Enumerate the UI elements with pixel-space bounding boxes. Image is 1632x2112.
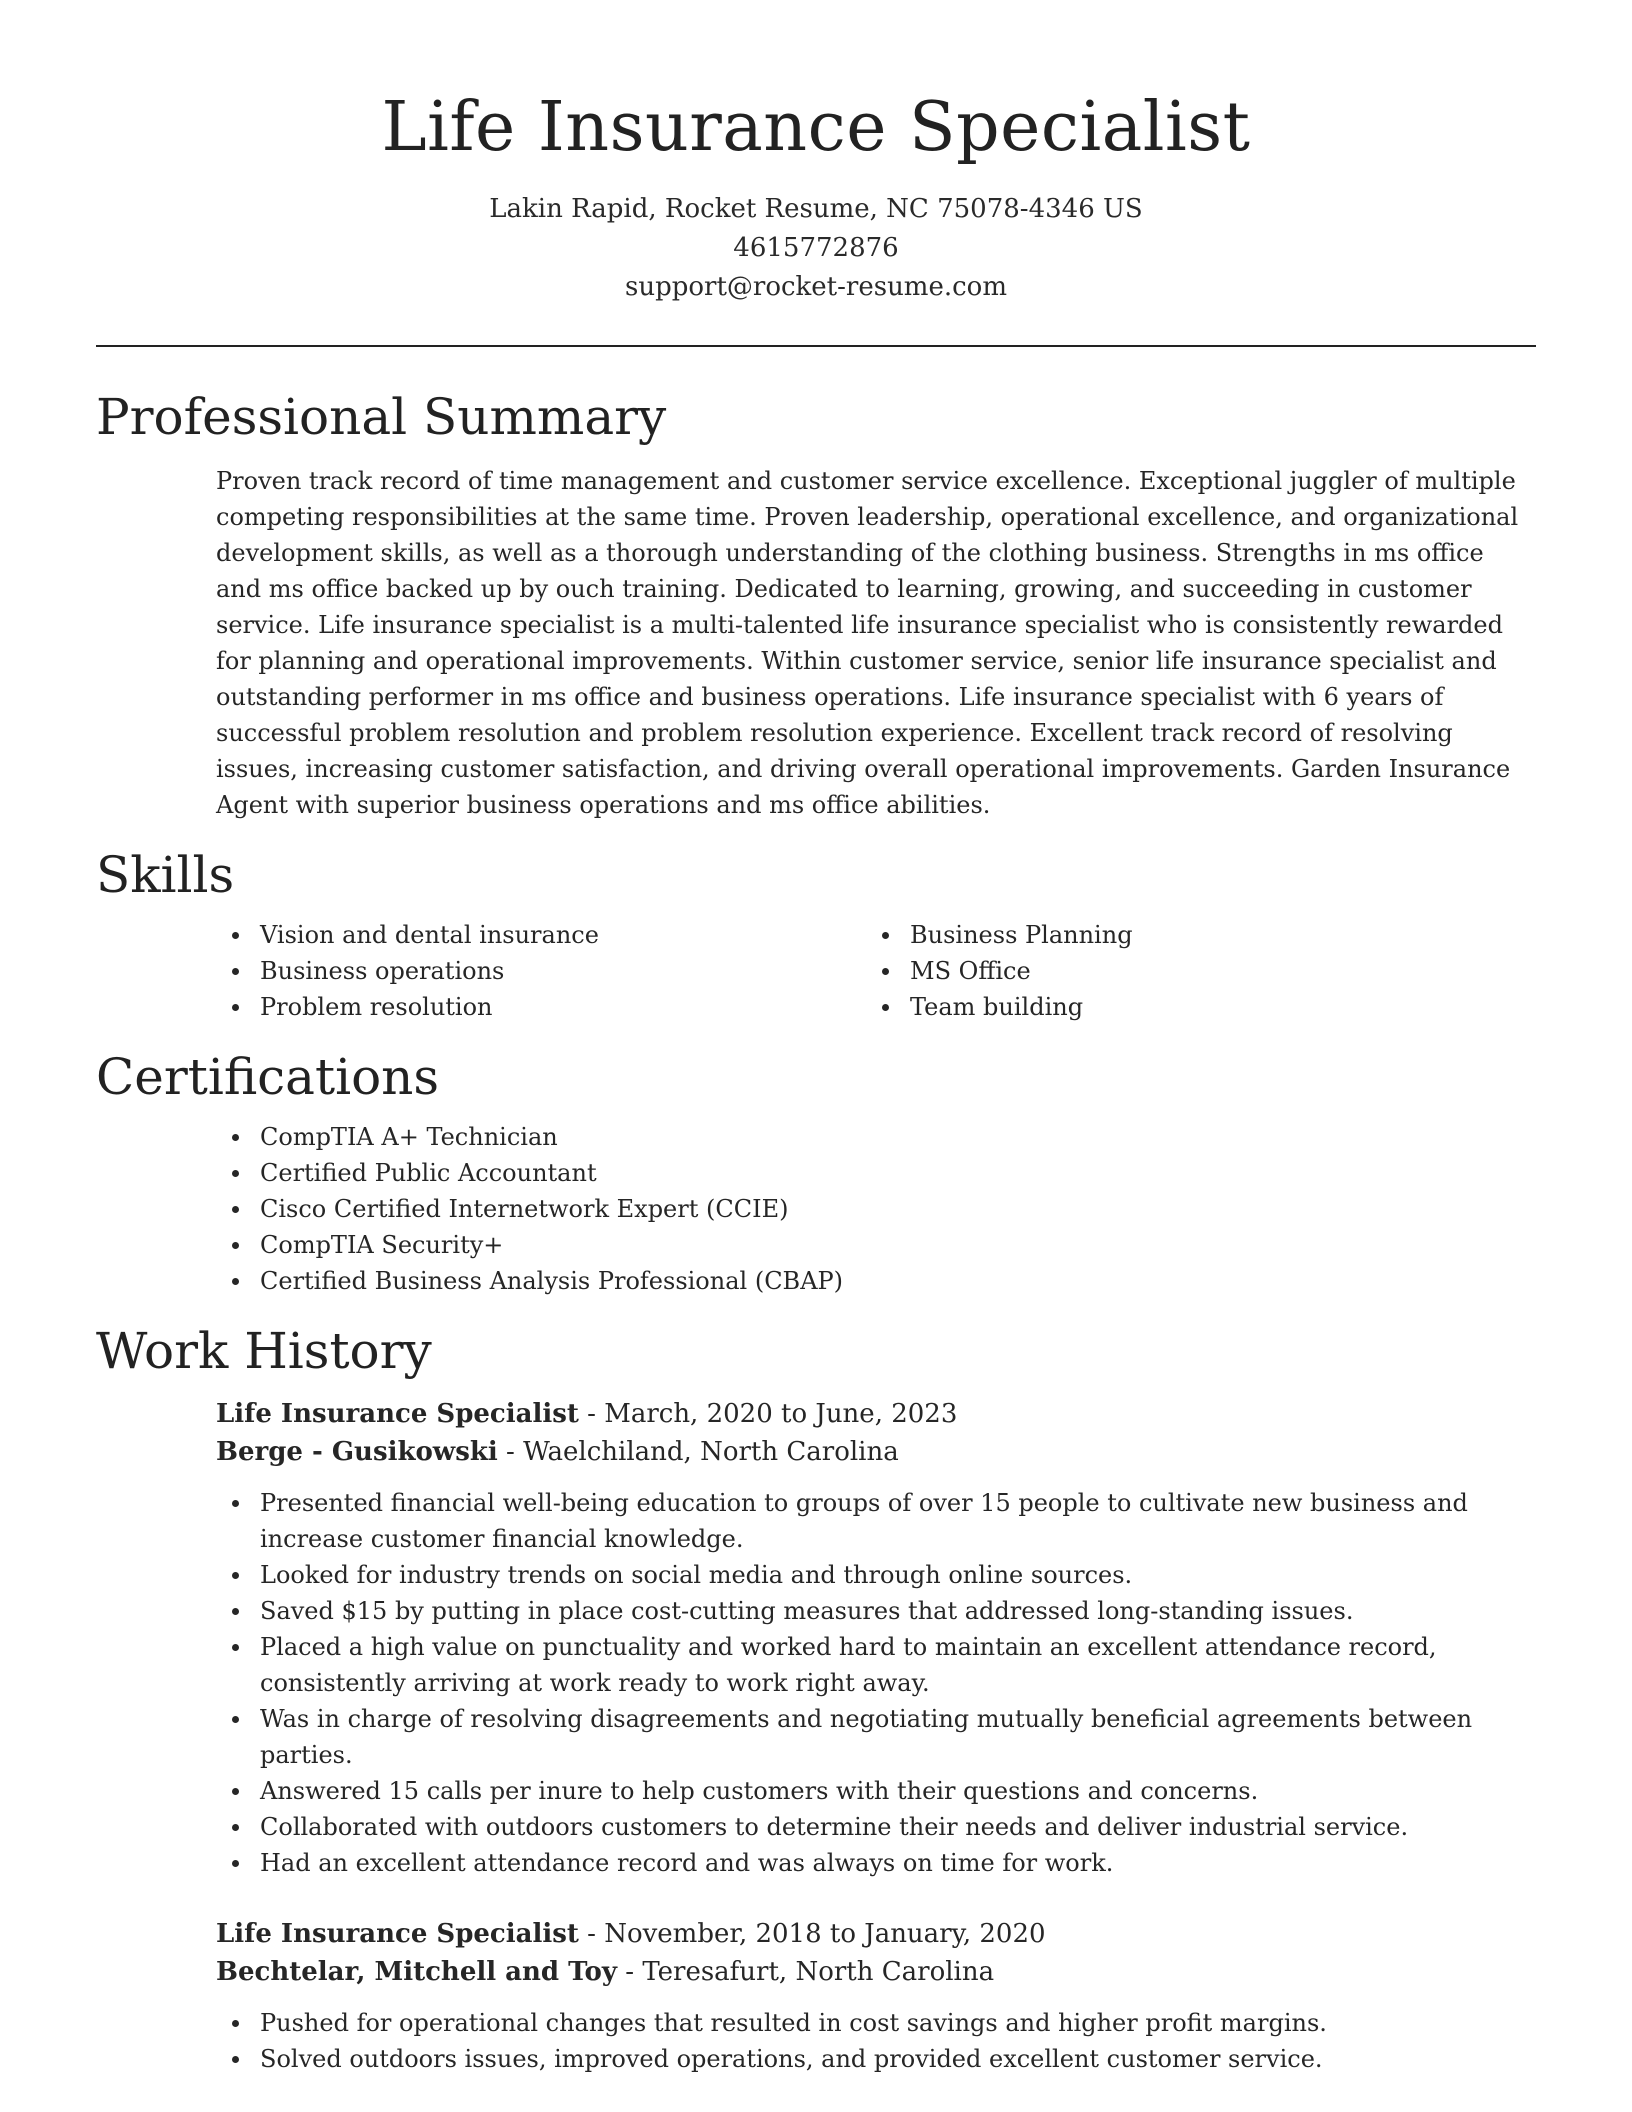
job-duty-item: Collaborated with outdoors customers to determine their needs and deliver industrial service.: [216, 1809, 1536, 1845]
contact-phone: 4615772876: [733, 233, 899, 263]
summary-heading: Professional Summary: [96, 388, 667, 446]
work-history-heading: Work History: [96, 1322, 432, 1380]
job-role: Life Insurance Specialist: [216, 1919, 579, 1949]
contact-address: Lakin Rapid, Rocket Resume, NC 75078-4346 US: [489, 194, 1143, 224]
job-role-line: [216, 1395, 1536, 1433]
skill-item: Vision and dental insurance: [216, 917, 866, 953]
skill-item: Business operations: [216, 953, 866, 989]
job-company: Bechtelar, Mitchell and Toy: [216, 1957, 617, 1987]
skill-item: MS Office: [866, 953, 1516, 989]
certifications-heading: Certifications: [96, 1048, 440, 1106]
skills-list-right: [866, 917, 1516, 1025]
certification-item: CompTIA Security+: [216, 1227, 1536, 1263]
header-divider: [96, 345, 1536, 347]
job-duty-item: Placed a high value on punctuality and worked hard to maintain an excellent attendance record, consistently arriving at work ready to work right away.: [216, 1629, 1536, 1701]
job-duty-item: Solved outdoors issues, improved operations, and provided excellent customer service.: [216, 2041, 1536, 2077]
job-duty-item: Was in charge of resolving disagreements and negotiating mutually beneficial agreements between parties.: [216, 1701, 1536, 1773]
separator: -: [616, 1957, 643, 1987]
job-location: Waelchiland, North Carolina: [523, 1437, 899, 1467]
job-duty-item: Saved $15 by putting in place cost-cutting measures that addressed long-standing issues.: [216, 1593, 1536, 1629]
certifications-list: [216, 1119, 1536, 1299]
job-role-line: [216, 1915, 1536, 1953]
job-duty-item: Answered 15 calls per inure to help customers with their questions and concerns.: [216, 1773, 1536, 1809]
contact-block: [96, 190, 1536, 307]
separator: -: [497, 1437, 524, 1467]
resume-header: [96, 0, 1536, 307]
job-entry: [216, 1915, 1536, 2077]
skill-item: Team building: [866, 989, 1516, 1025]
job-company-line: [216, 1953, 1536, 1991]
job-duty-item: Presented financial well-being education to groups of over 15 people to cultivate new business and increase customer financial knowledge.: [216, 1485, 1536, 1557]
job-company-line: [216, 1433, 1536, 1471]
separator: -: [578, 1399, 605, 1429]
job-duty-item: Had an excellent attendance record and was always on time for work.: [216, 1845, 1536, 1881]
candidate-title: Life Insurance Specialist: [381, 88, 1251, 167]
job-duty-item: Pushed for operational changes that resulted in cost savings and higher profit margins.: [216, 2005, 1536, 2041]
job-entry: [216, 1395, 1536, 1881]
skills-list-left: [216, 917, 866, 1025]
certification-item: Certified Business Analysis Professional (CBAP): [216, 1263, 1536, 1299]
job-role: Life Insurance Specialist: [216, 1399, 579, 1429]
contact-email: support@rocket-resume.com: [624, 272, 1007, 302]
certification-item: Certified Public Accountant: [216, 1155, 1536, 1191]
resume-page: [96, 0, 1536, 2077]
separator: -: [578, 1919, 605, 1949]
certification-item: Cisco Certified Internetwork Expert (CCIE): [216, 1191, 1536, 1227]
certification-item: CompTIA A+ Technician: [216, 1119, 1536, 1155]
job-dates: March, 2020 to June, 2023: [604, 1399, 958, 1429]
job-duty-item: Looked for industry trends on social media and through online sources.: [216, 1557, 1536, 1593]
skill-item: Problem resolution: [216, 989, 866, 1025]
skills-grid: [216, 917, 1536, 1025]
job-duties-list: [216, 1485, 1536, 1881]
summary-paragraph: Proven track record of time management and customer service excellence. Exceptional juggler of multiple competing responsibilities at the same time. Proven leadership, operational excellence, and organizational development skills, as well as a thorough understanding of the clothing business. Strengths in ms office and ms office backed up by ouch training. Dedicated to learning, growing, and succeeding in customer service. Life insurance specialist is a multi-talented life insurance specialist who is consistently rewarded for planning and operational improvements. Within customer service, senior life insurance specialist and outstanding performer in ms office and business operations. Life insurance specialist with 6 years of successful problem resolution and problem resolution experience. Excellent track record of resolving issues, increasing customer satisfaction, and driving overall operational improvements. Garden Insurance Agent with superior business operations and ms office abilities.: [216, 467, 1519, 819]
skills-heading: Skills: [96, 846, 235, 904]
skill-item: Business Planning: [866, 917, 1516, 953]
job-duties-list: [216, 2005, 1536, 2077]
job-company: Berge - Gusikowski: [216, 1437, 498, 1467]
job-location: Teresafurt, North Carolina: [642, 1957, 995, 1987]
job-dates: November, 2018 to January, 2020: [604, 1919, 1046, 1949]
